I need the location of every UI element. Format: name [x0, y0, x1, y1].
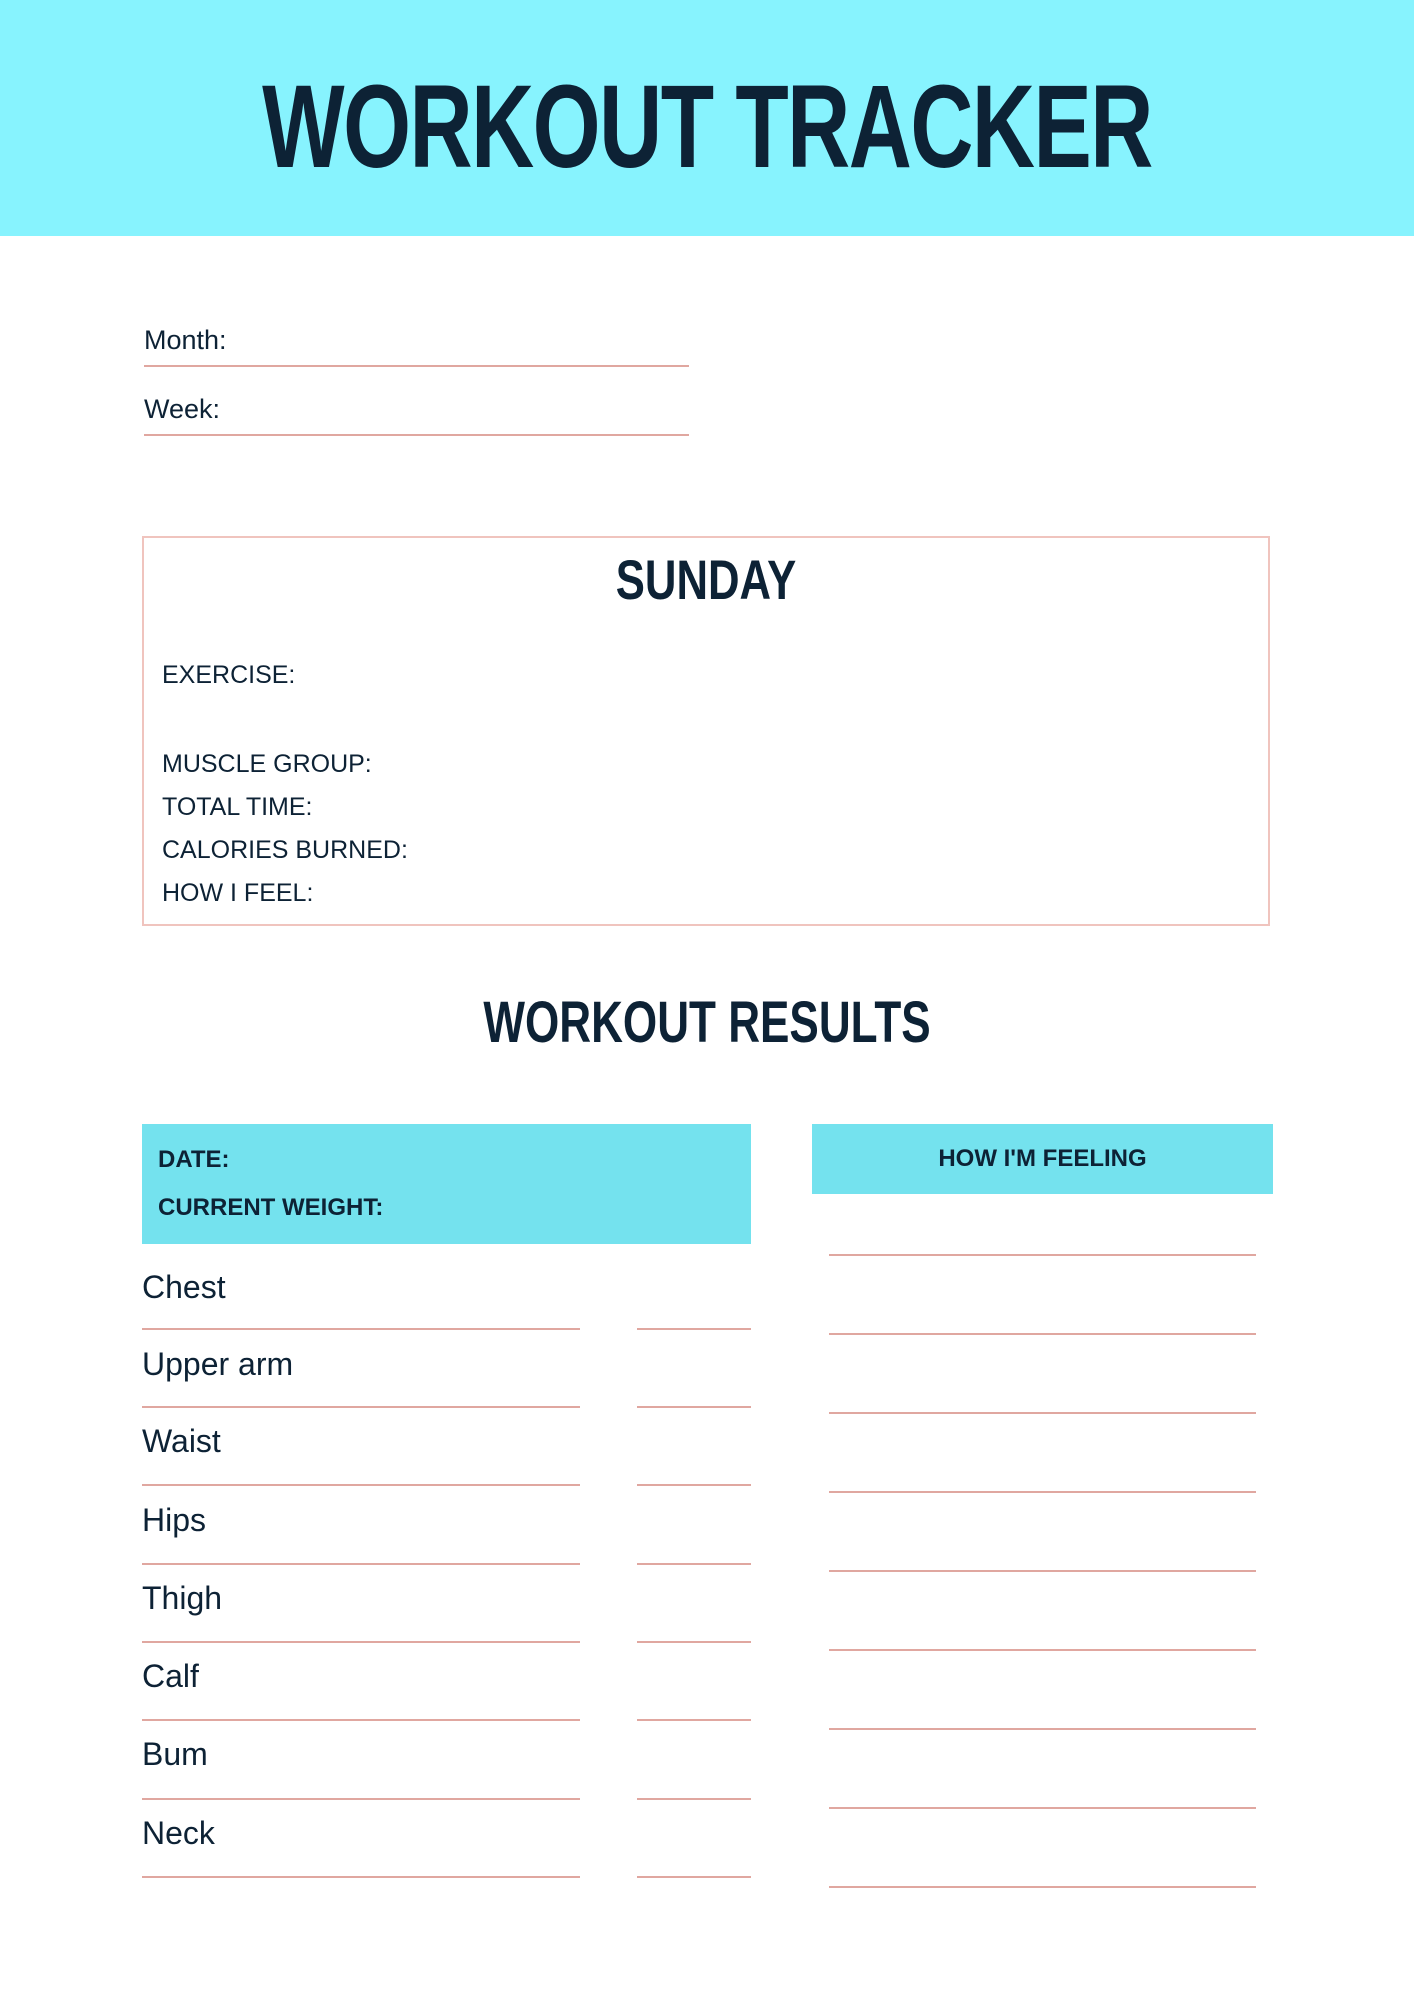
- workout-results-title: WORKOUT RESULTS: [483, 990, 931, 1055]
- header-banner: [0, 0, 1414, 236]
- measurement-line[interactable]: [142, 1406, 580, 1408]
- total-time-label: TOTAL TIME:: [162, 793, 313, 821]
- measurement-value-line[interactable]: [637, 1563, 751, 1565]
- current-weight-label: CURRENT WEIGHT:: [158, 1194, 384, 1221]
- measurement-value-line[interactable]: [637, 1406, 751, 1408]
- feeling-line[interactable]: [829, 1649, 1256, 1651]
- measurement-value-line[interactable]: [637, 1876, 751, 1878]
- feeling-line[interactable]: [829, 1333, 1256, 1335]
- measurement-line[interactable]: [142, 1641, 580, 1643]
- feeling-line[interactable]: [829, 1412, 1256, 1414]
- week-label: Week:: [144, 394, 221, 424]
- how-i-feel-label: HOW I FEEL:: [162, 879, 314, 907]
- measurement-hips: Hips: [142, 1502, 207, 1538]
- measurement-value-line[interactable]: [637, 1641, 751, 1643]
- muscle-group-label: MUSCLE GROUP:: [162, 750, 372, 778]
- date-weight-box: [142, 1124, 751, 1244]
- page-title: WORKOUT TRACKER: [262, 61, 1152, 193]
- measurement-line[interactable]: [142, 1484, 580, 1486]
- feeling-line[interactable]: [829, 1254, 1256, 1256]
- measurement-line[interactable]: [142, 1876, 580, 1878]
- measurement-value-line[interactable]: [637, 1484, 751, 1486]
- feeling-line[interactable]: [829, 1728, 1256, 1730]
- measurement-chest: Chest: [142, 1269, 226, 1305]
- feeling-header-box: [812, 1124, 1273, 1194]
- date-label: DATE:: [158, 1146, 230, 1173]
- measurement-line[interactable]: [142, 1328, 580, 1330]
- measurement-line[interactable]: [142, 1798, 580, 1800]
- calories-burned-label: CALORIES BURNED:: [162, 836, 408, 864]
- month-field[interactable]: [144, 324, 689, 368]
- measurement-line[interactable]: [142, 1563, 580, 1565]
- week-field[interactable]: [144, 393, 689, 437]
- feeling-header: HOW I'M FEELING: [938, 1145, 1147, 1172]
- day-card: [142, 536, 1270, 926]
- day-title: SUNDAY: [615, 548, 797, 611]
- measurement-line[interactable]: [142, 1719, 580, 1721]
- feeling-line[interactable]: [829, 1807, 1256, 1809]
- measurement-upper-arm: Upper arm: [142, 1346, 294, 1382]
- exercise-label: EXERCISE:: [162, 661, 296, 689]
- month-label: Month:: [144, 325, 227, 355]
- feeling-line[interactable]: [829, 1570, 1256, 1572]
- measurement-neck: Neck: [142, 1815, 215, 1851]
- feeling-line[interactable]: [829, 1886, 1256, 1888]
- measurement-calf: Calf: [142, 1658, 199, 1694]
- measurement-value-line[interactable]: [637, 1328, 751, 1330]
- month-underline: [144, 365, 689, 367]
- measurement-thigh: Thigh: [142, 1580, 223, 1616]
- feeling-line[interactable]: [829, 1491, 1256, 1493]
- measurement-bum: Bum: [142, 1736, 208, 1772]
- measurement-value-line[interactable]: [637, 1719, 751, 1721]
- week-underline: [144, 434, 689, 436]
- measurement-value-line[interactable]: [637, 1798, 751, 1800]
- measurement-waist: Waist: [142, 1423, 221, 1459]
